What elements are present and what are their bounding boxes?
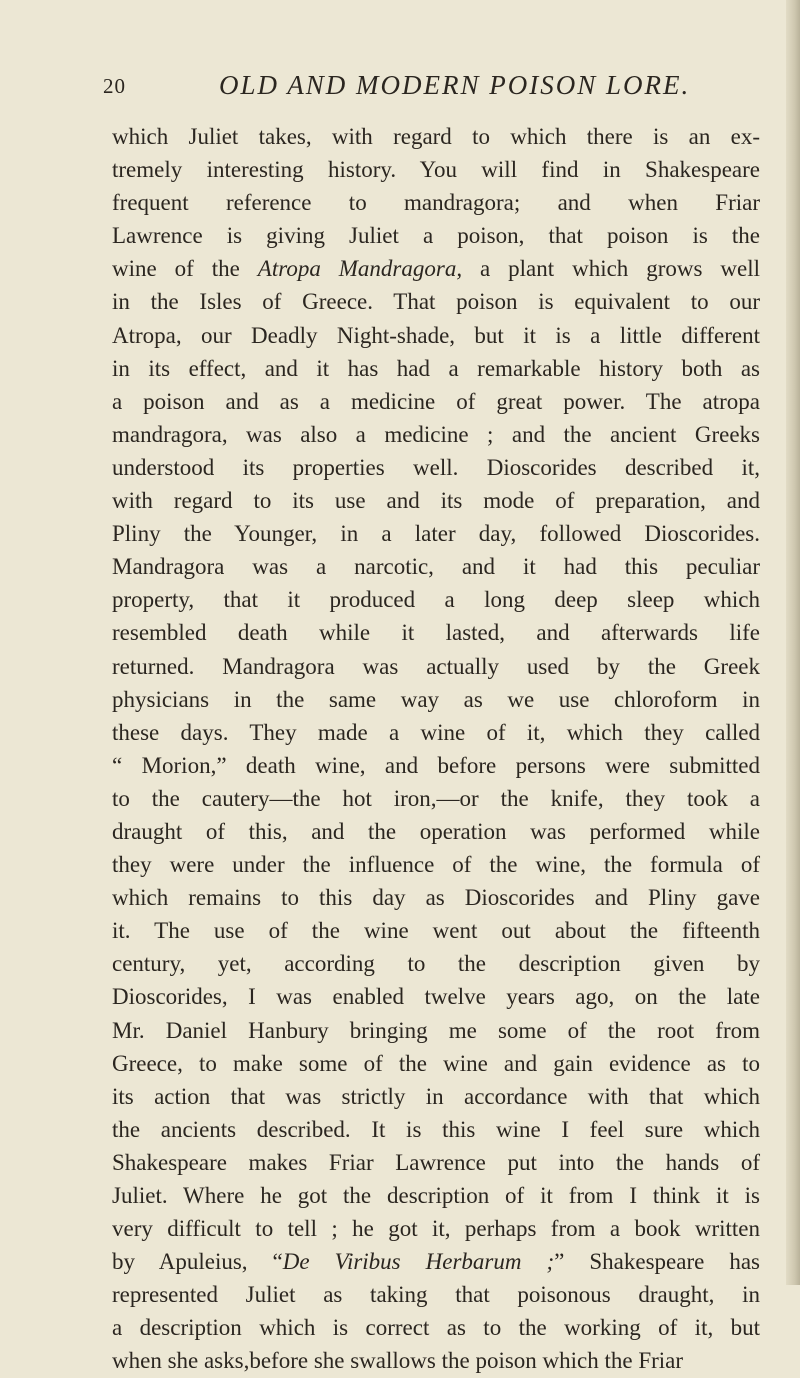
text-line: which remains to this day as Dioscorides and Pliny gave <box>112 885 760 911</box>
text-line <box>112 252 760 285</box>
text-line: Lawrence is giving Juliet a poison, that poison is the <box>112 223 760 249</box>
text-line: a description which is correct as to the working of it, but <box>112 1315 760 1341</box>
text-line: mandragora, was also a medicine ; and the ancient Greeks <box>112 421 760 447</box>
text-segment: wine of the <box>112 256 258 282</box>
text-segment: by Apuleius, “ <box>112 1249 283 1275</box>
text-line: Atropa, our Deadly Night-shade, but it is a little different <box>112 322 760 348</box>
text-segment: ” Shakespeare has <box>554 1249 760 1275</box>
running-head: OLD AND MODERN POISON LORE. <box>219 70 691 100</box>
text-line: frequent reference to mandragora; and when Friar <box>112 190 760 216</box>
text-line: which Juliet takes, with regard to which there is an ex- <box>112 124 760 149</box>
text-line: understood its properties well. Dioscorides described it, <box>112 454 760 480</box>
text-line: resembled death while it lasted, and afterwards life <box>112 620 760 646</box>
text-line: Shakespeare makes Friar Lawrence put into the hands of <box>112 1149 760 1175</box>
text-line <box>112 1245 760 1278</box>
text-line: Mr. Daniel Hanbury bringing me some of the root from <box>112 1017 760 1043</box>
text-line: property, that it produced a long deep sleep which <box>112 587 760 613</box>
text-line: when she asks,before she swallows the poison which the Friar <box>112 1348 684 1374</box>
text-line: in its effect, and it has had a remarkable history both as <box>112 355 760 381</box>
text-line: very difficult to tell ; he got it, perhaps from a book written <box>112 1216 760 1242</box>
text-segment: a plant which grows well <box>462 256 760 282</box>
text-line: Dioscorides, I was enabled twelve years ago, on the late <box>112 984 760 1010</box>
text-line: the ancients described. It is this wine I feel sure which <box>112 1116 760 1142</box>
page-edge <box>786 0 800 1285</box>
text-line: Juliet. Where he got the description of it from I think it is <box>112 1183 760 1208</box>
page-number: 20 <box>103 74 126 98</box>
text-line: Greece, to make some of the wine and gain evidence as to <box>112 1050 760 1076</box>
text-line: its action that was strictly in accordance with that which <box>112 1083 760 1109</box>
text-line: “ Morion,” death wine, and before persons were submitted <box>112 752 760 778</box>
italic-phrase: De Viribus Herbarum ; <box>282 1249 555 1275</box>
body-text <box>112 120 760 1378</box>
text-line: century, yet, according to the description given by <box>112 951 760 977</box>
text-line: Mandragora was a narcotic, and it had this peculiar <box>112 554 760 580</box>
page-header <box>103 70 743 114</box>
text-line: to the cautery—the hot iron,—or the knife, they took a <box>112 785 760 811</box>
text-line: it. The use of the wine went out about the fifteenth <box>112 918 760 944</box>
text-line: these days. They made a wine of it, which they called <box>112 719 760 745</box>
text-line: returned. Mandragora was actually used by the Greek <box>112 653 760 679</box>
text-line: in the Isles of Greece. That poison is equivalent to our <box>112 289 760 315</box>
italic-phrase: Atropa Mandragora, <box>257 256 463 282</box>
text-line: they were under the influence of the wine, the formula of <box>112 852 760 878</box>
text-line: Pliny the Younger, in a later day, followed Dioscorides. <box>112 521 760 547</box>
text-line: draught of this, and the operation was performed while <box>112 818 760 844</box>
text-line: tremely interesting history. You will find in Shakespeare <box>112 157 760 183</box>
text-line: represented Juliet as taking that poisonous draught, in <box>112 1282 760 1308</box>
text-line: with regard to its use and its mode of preparation, and <box>112 488 760 514</box>
text-line: a poison and as a medicine of great power. The atropa <box>112 388 760 414</box>
text-line: physicians in the same way as we use chloroform in <box>112 686 760 712</box>
